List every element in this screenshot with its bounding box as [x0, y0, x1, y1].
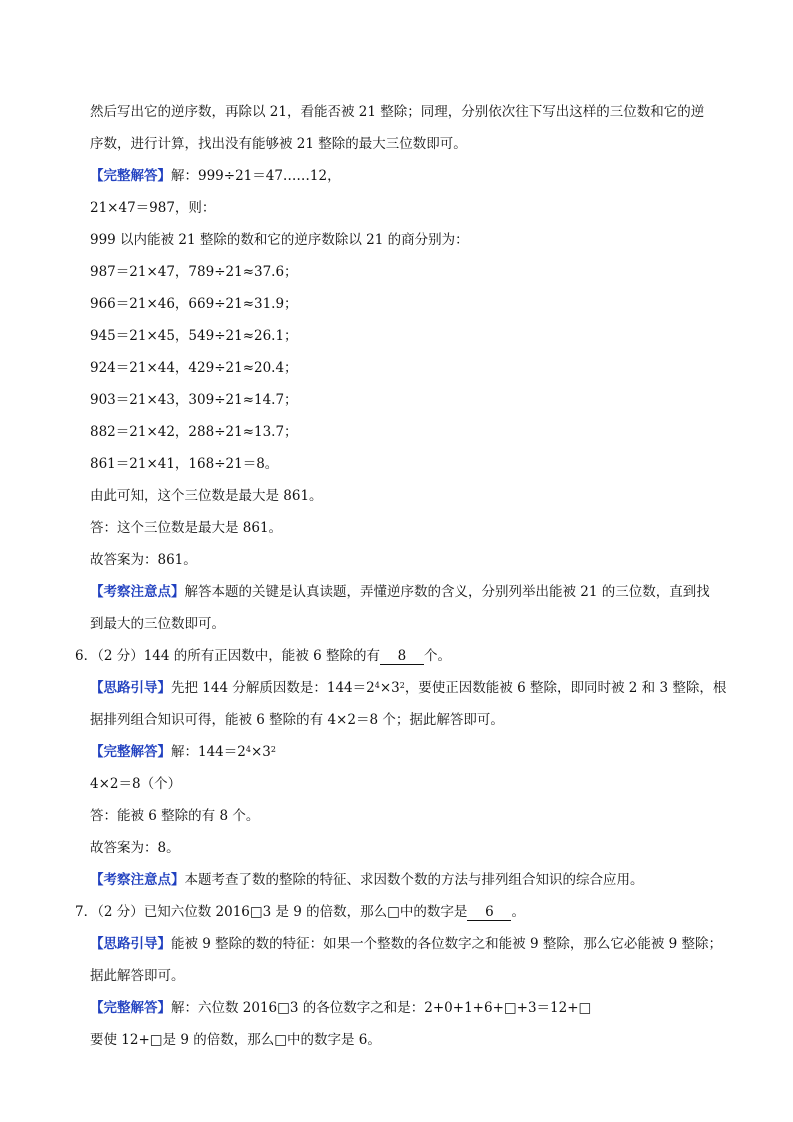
note-line: [90, 583, 730, 601]
text-line: [90, 967, 730, 985]
line-text: 故答案为：8。: [90, 840, 180, 856]
text-line: [90, 775, 730, 793]
question-text: 7．（2 分）已知六位数 2016□3 是 9 的倍数，那么□中的数字是: [75, 904, 468, 920]
line-text: 21×47＝987，则：: [90, 200, 216, 216]
line-text: 据此解答即可。: [90, 968, 185, 984]
key-points-tag: 【考察注意点】: [90, 872, 185, 888]
calc-line: [90, 455, 730, 473]
line-text: 999 以内能被 21 整除的数和它的逆序数除以 21 的商分别为：: [90, 232, 469, 248]
answer-line: [90, 743, 730, 761]
line-text: 924＝21×44，429÷21≈20.4；: [90, 360, 298, 376]
hint-tag: 【思路引导】: [90, 680, 171, 696]
text-line: [90, 1031, 730, 1049]
hint-line: [90, 935, 730, 953]
exponent: 2: [399, 681, 405, 690]
calc-line: [90, 327, 730, 345]
text-line: [90, 551, 730, 569]
line-text: 到最大的三位数即可。: [90, 616, 225, 632]
key-points-tag: 【考察注意点】: [90, 584, 185, 600]
answer-line: [90, 999, 730, 1017]
line-text: 解：144＝2: [171, 744, 246, 760]
line-text: 本题考查了数的整除的特征、求因数个数的方法与排列组合知识的综合应用。: [184, 872, 644, 888]
line-text: 故答案为：861。: [90, 552, 197, 568]
line-text: 能被 9 整除的数的特征：如果一个整数的各位数字之和能被 9 整除，那么它必能被 9 整除；: [171, 936, 723, 952]
text-line: [90, 519, 730, 537]
calc-line: [90, 359, 730, 377]
line-text: ×3: [379, 680, 400, 696]
line-text: 答：这个三位数是最大是 861。: [90, 520, 283, 536]
complete-answer-tag: 【完整解答】: [90, 1000, 171, 1016]
text-line: [90, 711, 730, 729]
text-line: [90, 487, 730, 505]
question-7: [75, 903, 715, 921]
text-line: [90, 103, 730, 121]
answer-blank: 6: [467, 904, 511, 921]
line-text: 966＝21×46，669÷21≈31.9；: [90, 296, 298, 312]
calc-line: [90, 295, 730, 313]
text-line: [90, 839, 730, 857]
line-text: 903＝21×43，309÷21≈14.7；: [90, 392, 298, 408]
complete-answer-tag: 【完整解答】: [90, 168, 171, 184]
hint-tag: 【思路引导】: [90, 936, 171, 952]
line-text: 解：六位数 2016□3 的各位数字之和是：2+0+1+6+□+3＝12+□: [171, 1000, 592, 1016]
line-text: 945＝21×45，549÷21≈26.1；: [90, 328, 298, 344]
line-text: 要使 12+□是 9 的倍数，那么□中的数字是 6。: [90, 1032, 381, 1048]
answer-blank: 8: [380, 648, 424, 665]
text-line: [90, 135, 730, 153]
note-line: [90, 871, 730, 889]
hint-line: [90, 679, 730, 697]
line-text: 解答本题的关键是认真读题，弄懂逆序数的含义，分别列举出能被 21 的三位数，直到找: [184, 584, 710, 600]
text-line: [90, 231, 730, 249]
line-text: 据排列组合知识可得，能被 6 整除的有 4×2＝8 个；据此解答即可。: [90, 712, 504, 728]
line-text: 987＝21×47，789÷21≈37.6；: [90, 264, 298, 280]
answer-line: [90, 167, 730, 185]
line-text: 861＝21×41，168÷21＝8。: [90, 456, 279, 472]
question-text-tail: 。: [511, 904, 525, 920]
text-line: [90, 615, 730, 633]
calc-line: [90, 391, 730, 409]
question-6: [75, 647, 715, 665]
text-line: [90, 807, 730, 825]
exponent: 2: [270, 745, 276, 754]
text-line: [90, 199, 730, 217]
line-text: 序数，进行计算，找出没有能够被 21 整除的最大三位数即可。: [90, 136, 467, 152]
line-text: 882＝21×42，288÷21≈13.7；: [90, 424, 298, 440]
line-text: 先把 144 分解质因数是：144＝2: [171, 680, 375, 696]
complete-answer-tag: 【完整解答】: [90, 744, 171, 760]
line-text: ，要使正因数能被 6 整除，即同时被 2 和 3 整除，根: [404, 680, 727, 696]
line-text: 解：999÷21＝47……12，: [171, 168, 341, 184]
calc-line: [90, 423, 730, 441]
question-text: 6．（2 分）144 的所有正因数中，能被 6 整除的有: [75, 648, 380, 664]
calc-line: [90, 263, 730, 281]
line-text: ×3: [250, 744, 271, 760]
question-text-tail: 个。: [423, 648, 451, 664]
exponent: 4: [374, 681, 380, 690]
line-text: 由此可知，这个三位数是最大是 861。: [90, 488, 323, 504]
exponent: 4: [245, 745, 251, 754]
line-text: 答：能被 6 整除的有 8 个。: [90, 808, 260, 824]
line-text: 然后写出它的逆序数，再除以 21，看能否被 21 整除；同理，分别依次往下写出这样的三位数和它的逆: [90, 104, 705, 120]
line-text: 4×2＝8（个）: [90, 776, 182, 792]
